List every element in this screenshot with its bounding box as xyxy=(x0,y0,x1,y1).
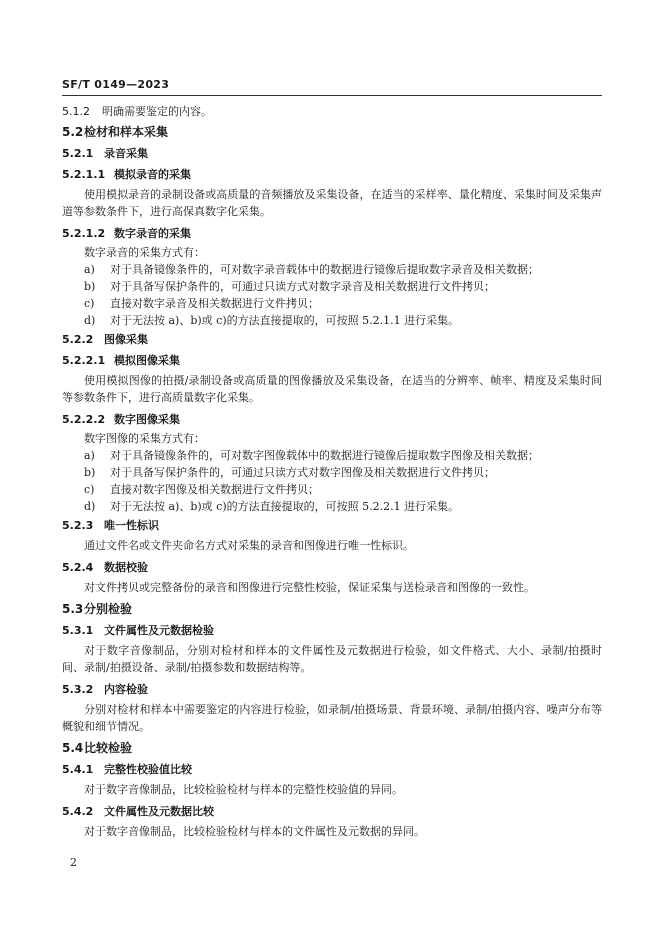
section-title: 录音采集 xyxy=(104,147,148,160)
list-item-label: b) xyxy=(84,466,96,479)
section-number: 5.2.2.2 xyxy=(62,413,106,426)
section-heading xyxy=(62,350,602,371)
section-number: 5.2.2 xyxy=(62,333,94,346)
paragraph: 通过文件名或文件夹命名方式对采集的录音和图像进行唯一性标识。 xyxy=(84,539,414,552)
section-number: 5.2.1.1 xyxy=(62,168,106,181)
list-item-label: c) xyxy=(84,297,95,310)
list-item xyxy=(62,447,602,464)
section-heading xyxy=(62,515,602,536)
section-heading xyxy=(62,759,602,780)
paragraph: 对于数字音像制品，分别对检材和样本的文件属性及元数据进行检验，如文件格式、大小、录制/拍摄时间、录制/拍摄设备、录制/拍摄参数和数据结构等。 xyxy=(62,644,602,674)
list-item-label: a) xyxy=(84,263,95,276)
section-heading xyxy=(62,143,602,164)
section-title: 数字图像采集 xyxy=(114,413,180,426)
paragraph: 对文件拷贝或完整备份的录音和图像进行完整性校验，保证采集与送检录音和图像的一致性。 xyxy=(84,581,535,594)
section-number: 5.2.3 xyxy=(62,519,94,532)
list-item xyxy=(62,312,602,329)
section-title: 唯一性标识 xyxy=(104,519,159,532)
list-item-text: 直接对数字图像及相关数据进行文件拷贝； xyxy=(110,483,319,496)
paragraph: 使用模拟录音的录制设备或高质量的音频播放及采集设备，在适当的采样率、量化精度、采集时间及采集声道等参数条件下，进行高保真数字化采集。 xyxy=(62,188,602,218)
document-code: SF/T 0149—2023 xyxy=(62,78,170,91)
section-heading xyxy=(62,122,602,143)
list-intro: 数字图像的采集方式有： xyxy=(84,432,205,445)
list-item xyxy=(62,464,602,481)
list-item-text: 对于具备镜像条件的，可对数字图像载体中的数据进行镜像后提取数字图像及相关数据； xyxy=(110,449,539,462)
paragraph: 分别对检材和样本中需要鉴定的内容进行检验，如录制/拍摄场景、背景环境、录制/拍摄内容、噪声分布等概貌和细节情况。 xyxy=(62,703,602,733)
section-number: 5.2.2.1 xyxy=(62,354,106,367)
section-number: 5.3 xyxy=(62,602,84,616)
list-item xyxy=(62,481,602,498)
list-item-label: d) xyxy=(84,500,96,513)
section-title: 文件属性及元数据比较 xyxy=(104,805,214,818)
section-heading xyxy=(62,801,602,822)
section-title: 数字录音的采集 xyxy=(114,227,191,240)
section-number: 5.3.1 xyxy=(62,624,94,637)
list-item-label: a) xyxy=(84,449,95,462)
section-title: 数据校验 xyxy=(104,561,148,574)
list-item-text: 对于具备写保护条件的，可通过只读方式对数字录音及相关数据进行文件拷贝； xyxy=(110,280,495,293)
list-item xyxy=(62,278,602,295)
clause-text: 明确需要鉴定的内容。 xyxy=(102,105,212,118)
list-item-text: 对于无法按 a)、b)或 c)的方法直接提取的，可按照 5.2.1.1 进行采集。 xyxy=(110,314,460,327)
section-number: 5.4 xyxy=(62,741,84,755)
section-heading xyxy=(62,164,602,185)
list-item-label: c) xyxy=(84,483,95,496)
section-number: 5.3.2 xyxy=(62,683,94,696)
section-heading xyxy=(62,620,602,641)
list-item xyxy=(62,261,602,278)
paragraph: 对于数字音像制品，比较检验检材与样本的完整性校验值的异同。 xyxy=(84,783,403,796)
numbered-clause xyxy=(62,101,602,122)
list-item-label: d) xyxy=(84,314,96,327)
section-title: 内容检验 xyxy=(104,683,148,696)
list-item-text: 对于无法按 a)、b)或 c)的方法直接提取的，可按照 5.2.2.1 进行采集。 xyxy=(110,500,460,513)
section-title: 分别检验 xyxy=(84,602,133,616)
section-number: 5.2 xyxy=(62,125,84,139)
list-item-label: b) xyxy=(84,280,96,293)
list-intro: 数字录音的采集方式有： xyxy=(84,246,205,259)
list-item xyxy=(62,295,602,312)
section-heading xyxy=(62,223,602,244)
section-title: 检材和样本采集 xyxy=(84,125,169,139)
section-heading xyxy=(62,329,602,350)
section-heading xyxy=(62,557,602,578)
section-title: 图像采集 xyxy=(104,333,148,346)
section-number: 5.4.1 xyxy=(62,763,94,776)
section-number: 5.2.4 xyxy=(62,561,94,574)
section-heading xyxy=(62,409,602,430)
page-number: 2 xyxy=(70,856,77,869)
section-title: 比较检验 xyxy=(84,741,133,755)
section-number: 5.4.2 xyxy=(62,805,94,818)
section-title: 模拟图像采集 xyxy=(114,354,180,367)
header-rule xyxy=(62,95,602,96)
list-item-text: 对于具备写保护条件的，可通过只读方式对数字图像及相关数据进行文件拷贝； xyxy=(110,466,495,479)
list-item-text: 直接对数字录音及相关数据进行文件拷贝； xyxy=(110,297,319,310)
section-heading xyxy=(62,679,602,700)
paragraph: 使用模拟图像的拍摄/录制设备或高质量的图像播放及采集设备，在适当的分辨率、帧率、精度及采集时间等参数条件下，进行高质量数字化采集。 xyxy=(62,374,602,404)
section-number: 5.2.1 xyxy=(62,147,94,160)
section-title: 文件属性及元数据检验 xyxy=(104,624,214,637)
document-body xyxy=(62,101,602,843)
section-title: 完整性校验值比较 xyxy=(104,763,192,776)
list-item xyxy=(62,498,602,515)
list-item-text: 对于具备镜像条件的，可对数字录音载体中的数据进行镜像后提取数字录音及相关数据； xyxy=(110,263,539,276)
section-number: 5.2.1.2 xyxy=(62,227,106,240)
clause-number: 5.1.2 xyxy=(62,105,90,118)
section-title: 模拟录音的采集 xyxy=(114,168,191,181)
section-heading xyxy=(62,599,602,620)
section-heading xyxy=(62,738,602,759)
paragraph: 对于数字音像制品，比较检验检材与样本的文件属性及元数据的异同。 xyxy=(84,825,425,838)
